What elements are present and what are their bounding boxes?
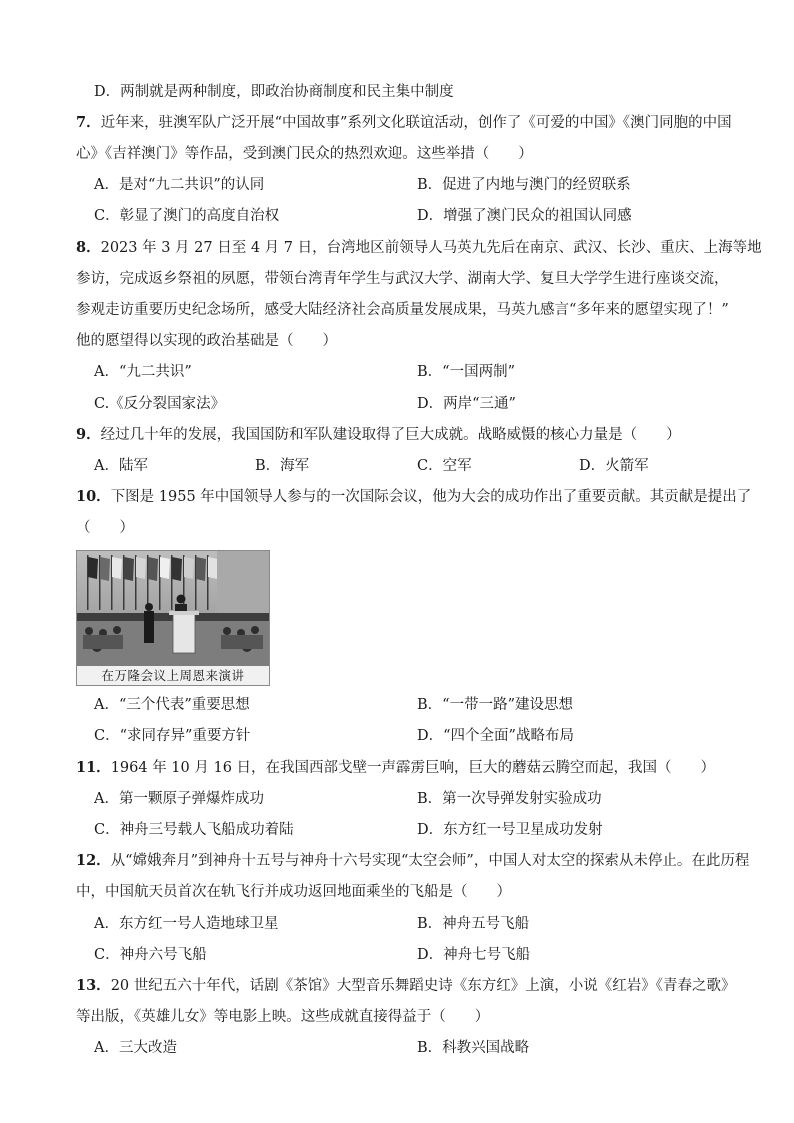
q8-option-c: C.《反分裂国家法》 [94, 396, 226, 412]
q8-stem-line1 [76, 239, 762, 257]
q7-number: 7． [76, 114, 101, 131]
q12-stem-line1 [76, 852, 749, 870]
q11-stem-line1 [76, 759, 715, 777]
q7-text-1: 近年来，驻澳军队广泛开展“中国故事”系列文化联谊活动，创作了《可爱的中国》《澳门同胞的中国 [100, 115, 732, 131]
photo-caption: 在万隆会议上周恩来演讲 [77, 666, 269, 685]
q12-number: 12． [76, 852, 111, 869]
q6-option-d: D．两制就是两种制度，即政治协商制度和民主集中制度 [94, 84, 454, 100]
q10-text-1: 下图是 1955 年中国领导人参与的一次国际会议，他为大会的成功作出了重要贡献。其贡献是提出了 [110, 489, 752, 505]
q8-option-b: B．“一国两制” [417, 364, 515, 380]
podium [173, 613, 195, 653]
photo-scene [77, 551, 269, 666]
q8-stem-line3: 参观走访重要历史纪念场所，感受大陆经济社会高质量发展成果，马英九感言“多年来的愿望实现了！” [76, 302, 729, 318]
q9-option-c: C．空军 [417, 458, 472, 474]
q8-stem-line2: 参访，完成返乡祭祖的夙愿，带领台湾青年学生与武汉大学、湖南大学、复旦大学学生进行座谈交流， [76, 271, 729, 287]
q9-option-b: B．海军 [255, 458, 310, 474]
q10-option-b: B．“一带一路”建设思想 [417, 697, 573, 713]
speaker-head [177, 595, 186, 604]
q10-number: 10． [76, 488, 111, 505]
q7-option-a: A．是对“九二共识”的认同 [94, 177, 265, 193]
q13-number: 13． [76, 977, 111, 994]
q8-number: 8． [76, 239, 101, 256]
q8-option-d: D．两岸“三通” [417, 396, 516, 412]
q9-option-d: D．火箭军 [579, 458, 649, 474]
bandung-conference-photo [76, 550, 270, 686]
q13-text-1: 20 世纪五六十年代，话剧《茶馆》大型音乐舞蹈史诗《东方红》上演，小说《红岩》《青春之歌》 [110, 978, 736, 994]
q11-option-b: B．第一次导弹发射实验成功 [417, 791, 602, 807]
q9-option-a: A．陆军 [94, 458, 148, 474]
q13-option-b: B．科教兴国战略 [417, 1040, 530, 1056]
q12-option-c: C．神舟六号飞船 [94, 947, 207, 963]
q7-option-d: D．增强了澳门民众的祖国认同感 [417, 208, 632, 224]
q11-option-a: A．第一颗原子弹爆炸成功 [94, 791, 264, 807]
q9-stem-line1 [76, 426, 681, 444]
q11-option-c: C．神舟三号载人飞船成功着陆 [94, 822, 294, 838]
q10-stem-line2: （ ） [76, 520, 134, 536]
q9-text-1: 经过几十年的发展，我国国防和军队建设取得了巨大成就。战略威慑的核心力量是（ ） [100, 427, 681, 443]
q7-option-c: C．彰显了澳门的高度自治权 [94, 208, 280, 224]
q11-option-d: D．东方红一号卫星成功发射 [417, 822, 603, 838]
q7-stem-line2: 心》《吉祥澳门》等作品，受到澳门民众的热烈欢迎。这些举措（ ） [76, 146, 533, 162]
q12-text-1: 从“嫦娥奔月”到神舟十五号与神舟十六号实现“太空会师”，中国人对太空的探索从未停止。在此历程 [110, 853, 750, 869]
q8-stem-line4: 他的愿望得以实现的政治基础是（ ） [76, 333, 337, 349]
q11-number: 11． [76, 759, 111, 776]
q10-option-a: A．“三个代表”重要思想 [94, 697, 250, 713]
q8-option-a: A．“九二共识” [94, 364, 192, 380]
q8-text-1: 2023 年 3 月 27 日至 4 月 7 日，台湾地区前领导人马英九先后在南京、武汉、长沙、重庆、上海等地 [100, 240, 762, 256]
q12-option-d: D．神舟七号飞船 [417, 947, 531, 963]
q9-number: 9． [76, 426, 101, 443]
q11-text-1: 1964 年 10 月 16 日，在我国西部戈壁一声霹雳巨响，巨大的蘑菇云腾空而起，我国（ ） [110, 760, 716, 776]
q10-stem-line1 [76, 488, 751, 506]
q7-option-b: B．促进了内地与澳门的经贸联系 [417, 177, 631, 193]
q13-stem-line2: 等出版，《英雄儿女》等电影上映。这些成就直接得益于（ ） [76, 1009, 490, 1025]
q10-option-d: D．“四个全面”战略布局 [417, 728, 574, 744]
q10-option-c: C．“求同存异”重要方针 [94, 728, 251, 744]
q13-stem-line1 [76, 977, 736, 995]
q12-stem-line2: 中，中国航天员首次在轨飞行并成功返回地面乘坐的飞船是（ ） [76, 884, 511, 900]
q13-option-a: A．三大改造 [94, 1040, 177, 1056]
q12-option-a: A．东方红一号人造地球卫星 [94, 916, 279, 932]
q7-stem-line1 [76, 114, 732, 132]
q12-option-b: B．神舟五号飞船 [417, 916, 530, 932]
